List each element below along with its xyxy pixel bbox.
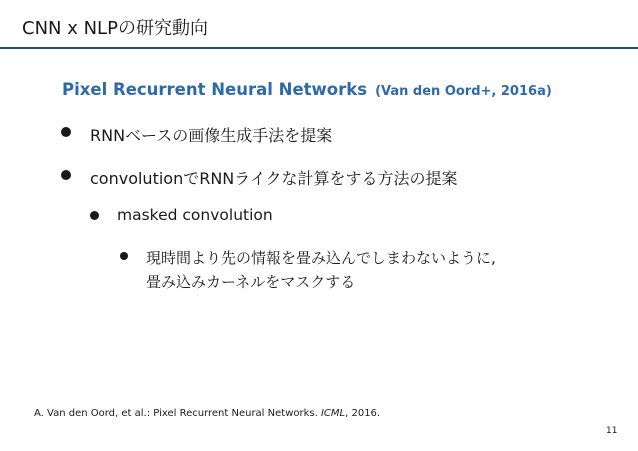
paper-heading <box>62 80 552 99</box>
footnote-venue: ICML <box>320 408 346 419</box>
footnote-year: , 2016. <box>345 408 381 419</box>
title-divider <box>0 47 638 49</box>
footnote-reference <box>34 408 380 419</box>
bullet-item-4-line-2: 畳み込みカーネルをマスクする <box>146 273 356 291</box>
slide-title: CNN x NLPの研究動向 <box>22 18 208 39</box>
bullet-item-2: convolutionでRNNライクな計算をする方法の提案 <box>90 169 458 188</box>
bullet-dot-icon <box>61 170 71 180</box>
page-number: 11 <box>606 426 618 436</box>
bullet-item-1: RNNベースの画像生成手法を提案 <box>90 126 333 145</box>
bullet-dot-icon <box>90 211 99 220</box>
title-bar <box>0 0 638 52</box>
paper-title: Pixel Recurrent Neural Networks <box>62 80 368 99</box>
paper-citation: (Van den Oord+, 2016a) <box>375 84 552 99</box>
bullet-item-4-line-1: 現時間より先の情報を畳み込んでしまわないように, <box>146 249 496 267</box>
bullet-dot-icon <box>120 252 128 260</box>
bullet-item-3: masked convolution <box>117 206 273 224</box>
bullet-item-4 <box>146 246 496 294</box>
bullet-dot-icon <box>61 127 71 137</box>
footnote-authors-title: A. Van den Oord, et al.: Pixel Recurrent Neural Networks. <box>34 408 321 419</box>
